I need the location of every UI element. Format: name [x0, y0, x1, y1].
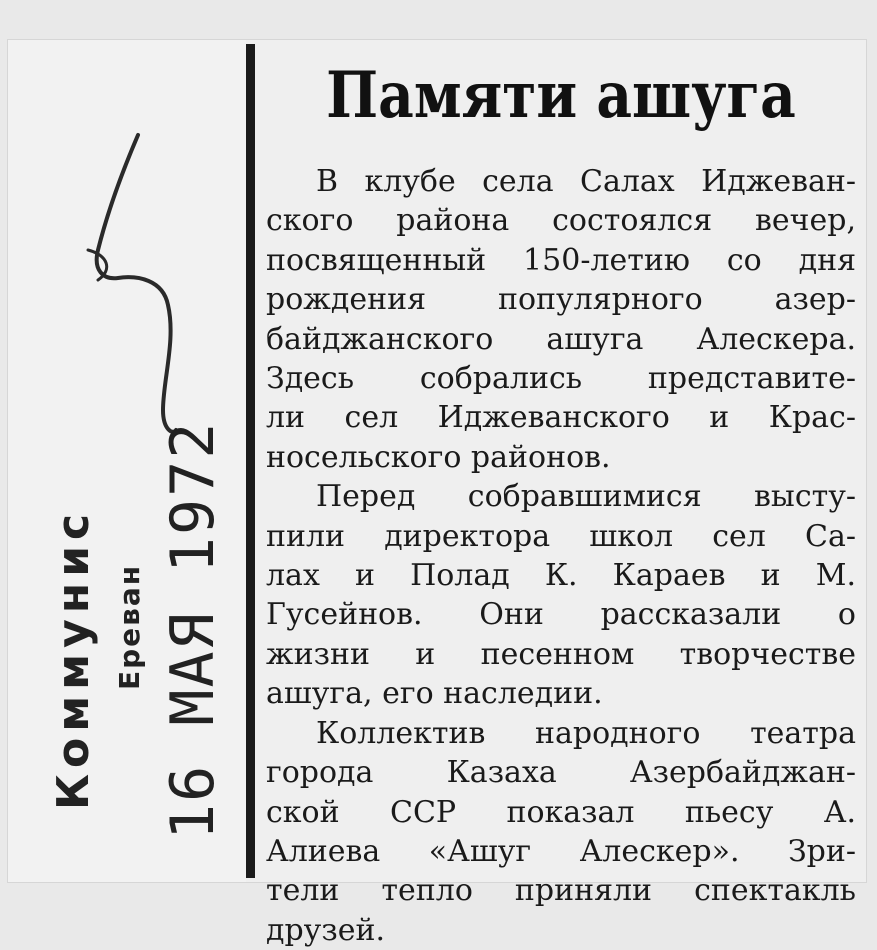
- article-headline: Памяти ашуга: [326, 58, 796, 133]
- text-line: байджанского ашуга Алескера.: [266, 321, 856, 357]
- text-line: города Казаха Азербайджан-: [266, 755, 856, 791]
- text-line: Здесь собрались представите-: [266, 361, 856, 397]
- text-line: Перед собравшимися высту-: [316, 479, 856, 515]
- paragraph-1: [266, 162, 856, 477]
- text-line: ли сел Иджеванского и Крас-: [266, 400, 856, 436]
- text-line: носельского районов.: [266, 439, 611, 475]
- text-line: лах и Полад К. Караев и М.: [266, 558, 856, 594]
- newspaper-clipping: [8, 40, 866, 948]
- paragraph-2: [266, 477, 856, 713]
- text-line: Гусейнов. Они рассказали о: [266, 597, 856, 633]
- text-line: Алиева «Ашуг Алескер». Зри-: [266, 833, 856, 869]
- text-line: пили директора школ сел Са-: [266, 518, 856, 554]
- article: [266, 40, 856, 948]
- text-line: рождения популярного азер-: [266, 282, 856, 318]
- text-line: посвященный 150-летию со дня: [266, 242, 856, 278]
- article-body: [266, 162, 856, 950]
- text-line: ашуга, его наследии.: [266, 676, 603, 712]
- handwritten-signature: [68, 130, 208, 450]
- paragraph-3: [266, 714, 856, 950]
- column-divider: [246, 44, 255, 878]
- text-line: В клубе села Салах Иджеван-: [316, 164, 856, 199]
- clipping-margin: [8, 40, 246, 882]
- text-line: тели тепло приняли спектакль: [266, 873, 856, 909]
- stamp-city: Ереван: [113, 563, 146, 690]
- text-line: Коллектив народного театра: [316, 715, 856, 751]
- stamp-newspaper-name: Коммунис: [48, 507, 99, 810]
- text-line: жизни и песенном творчестве: [266, 636, 856, 672]
- text-line: ского района состоялся вечер,: [266, 203, 856, 239]
- text-line: друзей.: [266, 912, 385, 948]
- stamp-date: 16 МАЯ 1972: [158, 420, 228, 840]
- text-line: ской ССР показал пьесу А.: [266, 794, 856, 830]
